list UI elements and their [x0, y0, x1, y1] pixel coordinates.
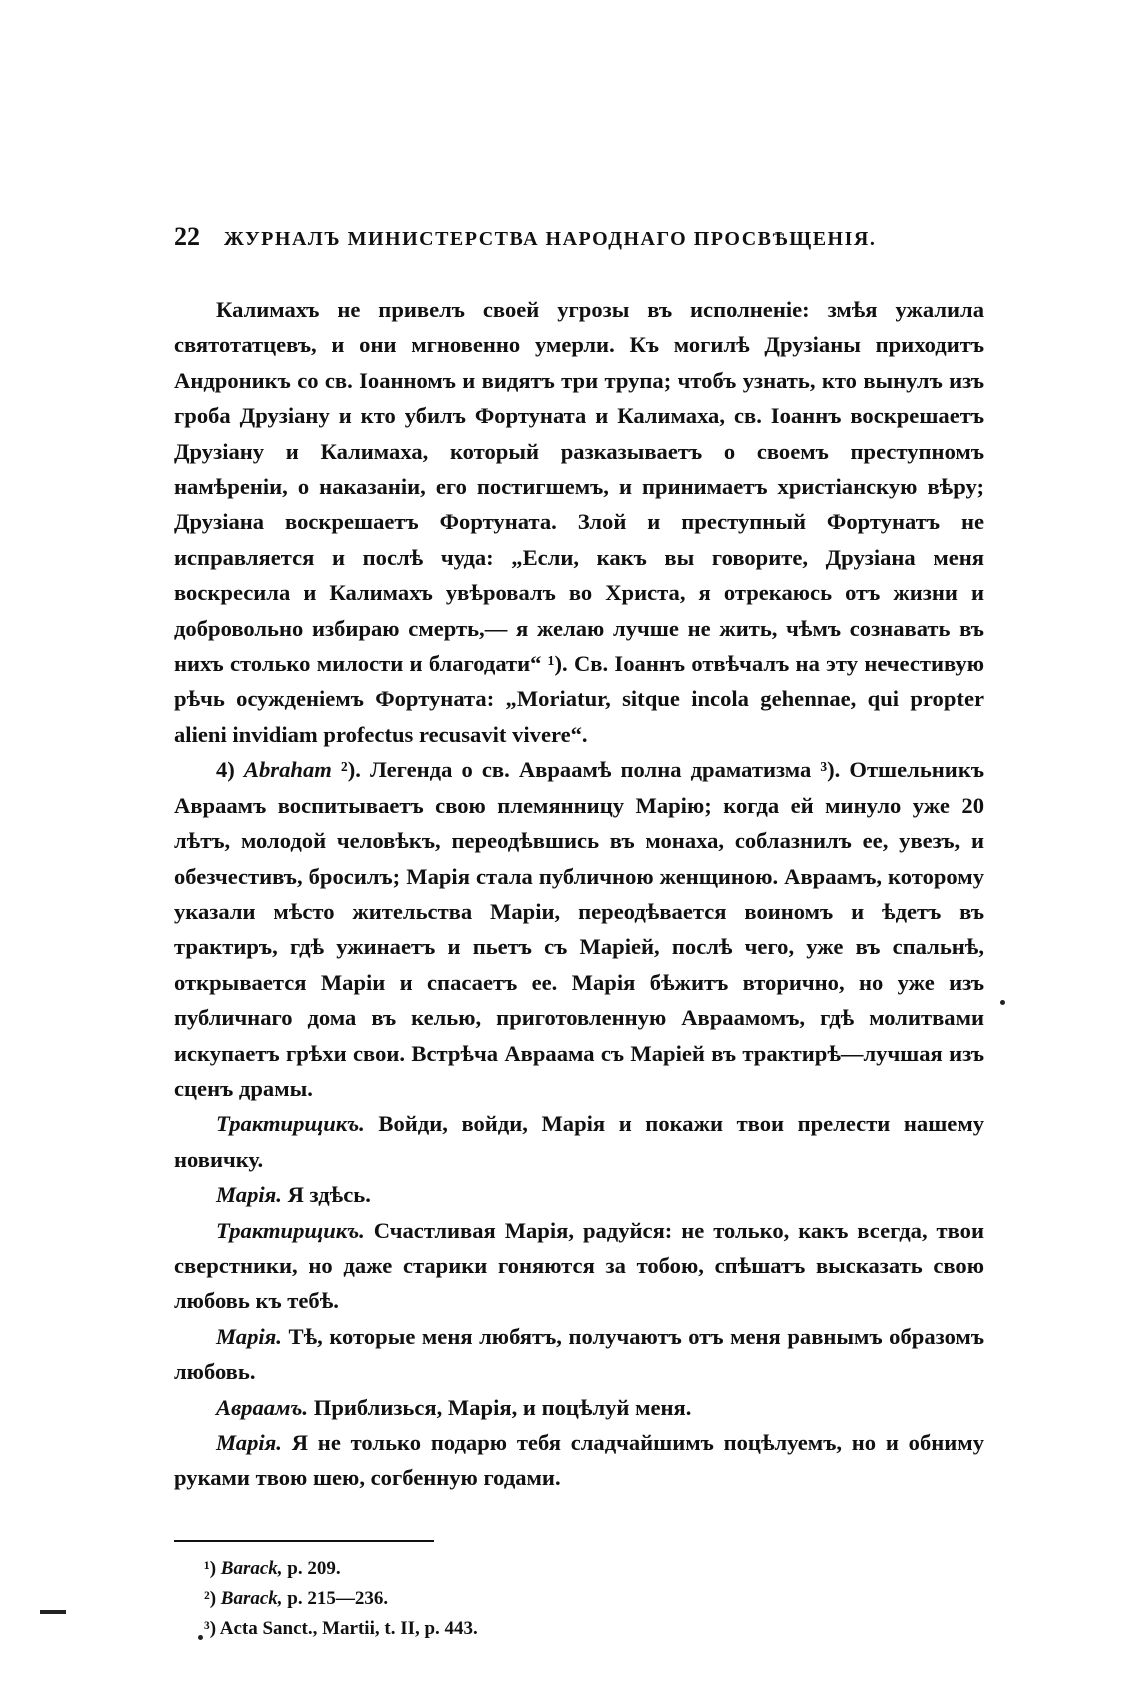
footnote-mark: ³)	[204, 1617, 217, 1639]
page-content	[174, 222, 984, 1644]
footnote-mark: ²)	[204, 1587, 217, 1609]
footnote-rule	[174, 1540, 434, 1542]
section-number: 4)	[216, 757, 235, 783]
footnote-ref: p. 215—236.	[287, 1587, 389, 1609]
scan-edge-mark	[40, 1610, 66, 1614]
speaker-name: Трактирщикъ.	[216, 1217, 365, 1243]
paragraph-2	[174, 752, 984, 1106]
print-speck	[1000, 1000, 1005, 1005]
dialogue-line	[174, 1106, 984, 1177]
speech-text: Тѣ, которые меня любятъ, получаютъ отъ меня равнымъ образомъ любовь.	[174, 1323, 984, 1385]
paragraph-1: Калимахъ не привелъ своей угрозы въ исполненіе: змѣя ужалила святотатцевъ, и они мгновенно умерли. Къ могилѣ Друзіаны приходитъ Андроникъ со св. Іоанномъ и видятъ три трупа; чтобъ узнать, кто вынулъ изъ гроба Друзіану и кто убилъ Фортуната и Калимаха, св. Іоаннъ воскрешаетъ Друзіану и Калимаха, который разказываетъ о своемъ преступномъ намѣреніи, о наказаніи, его постигшемъ, и принимаетъ христіанскую вѣру; Друзіана воскрешаетъ Фортуната. Злой и преступный Фортунатъ не исправляется и послѣ чуда: „Если, какъ вы говорите, Друзіана меня воскресила и Калимахъ увѣровалъ во Христа, я отрекаюсь отъ жизни и добровольно избираю смерть,— я желаю лучше не жить, чѣмъ сознавать въ нихъ столько милости и благодати“ ¹). Св. Іоаннъ отвѣчалъ на эту нечестивую рѣчь осужденіемъ Фортуната: „Moriatur, sitque incola gehennae, qui propter alieni invidiam profectus recusavit vivere“.	[174, 297, 984, 747]
speaker-name: Марія.	[216, 1323, 282, 1349]
running-title: ЖУРНАЛЪ МИНИСТЕРСТВА НАРОДНАГО ПРОСВѢЩЕНІЯ.	[224, 228, 877, 250]
footnote	[204, 1554, 984, 1584]
speech-text: Войди, войди, Марія и покажи твои прелести нашему новичку.	[174, 1111, 985, 1172]
speech-text: Я здѣсь.	[287, 1182, 371, 1208]
footnote-ref: p. 443.	[424, 1617, 478, 1639]
speech-text: Приблизься, Марія, и поцѣлуй меня.	[313, 1394, 692, 1420]
section-title-footnote-ref: ²).	[340, 757, 361, 783]
running-header	[174, 222, 984, 252]
speaker-name: Авраамъ.	[216, 1394, 309, 1420]
dialogue-line	[174, 1213, 984, 1319]
footnote-source: Barack,	[220, 1587, 283, 1609]
footnote-mark: ¹)	[204, 1557, 217, 1579]
dialogue-line	[174, 1177, 984, 1212]
speech-text: Счастливая Марія, радуйся: не только, какъ всегда, твои сверстники, но даже старики гоняются за тобою, спѣшатъ высказать свою любовь къ тебѣ.	[174, 1217, 984, 1314]
footnote-source: Barack,	[220, 1557, 283, 1579]
print-speck	[198, 1635, 203, 1640]
dialogue-line	[174, 1319, 984, 1390]
footnote	[204, 1614, 984, 1644]
section-title: Abraham	[243, 757, 332, 783]
dialogue-line	[174, 1425, 984, 1496]
speaker-name: Марія.	[216, 1430, 282, 1455]
dialogue-line	[174, 1390, 984, 1425]
speaker-name: Трактирщикъ.	[216, 1111, 365, 1137]
paragraph-2-text: Легенда о св. Авраамѣ полна драматизма ³). Отшельникъ Авраамъ воспитываетъ свою племянницу Марію; когда ей минуло уже 20 лѣтъ, молодой человѣкъ, переодѣвшись въ монаха, соблазнилъ ее, увезъ, и обезчестивъ, бросилъ; Марія стала публичною женщиною. Авраамъ, которому указали мѣсто жительства Маріи, переодѣвается воиномъ и ѣдетъ въ трактиръ, гдѣ ужинаетъ и пьетъ съ Маріей, послѣ чего, уже въ спальнѣ, открывается Маріи и спасаетъ ее. Марія бѣжитъ вторично, но уже изъ публичнаго дома въ келью, приготовленную Авраамомъ, гдѣ молитвами искупаетъ грѣхи свои. Встрѣча Авраама съ Маріей въ трактирѣ—лучшая изъ сценъ драмы.	[174, 757, 985, 1101]
footnote-ref: p. 209.	[287, 1557, 341, 1579]
footnote	[204, 1584, 984, 1614]
speaker-name: Марія.	[216, 1182, 282, 1208]
page-number: 22	[174, 222, 200, 251]
speech-text: Я не только подарю тебя сладчайшимъ поцѣлуемъ, но и обниму руками твою шею, согбенную годами.	[174, 1430, 984, 1491]
footnote-source: Acta Sanct., Martii, t. II,	[219, 1617, 420, 1639]
